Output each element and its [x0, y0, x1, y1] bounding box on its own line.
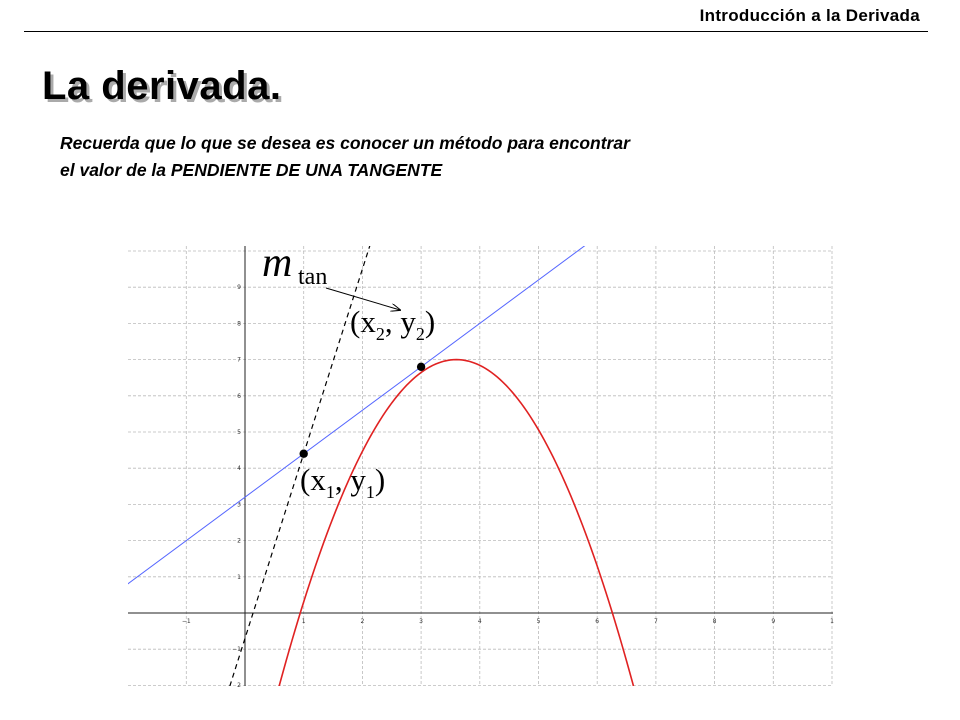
x-tick-label: 3 [419, 618, 424, 625]
point1-close: ) [374, 462, 386, 497]
tick-labels [182, 284, 834, 689]
x-tick-label: 4 [477, 618, 482, 625]
y-tick-label: 3 [237, 501, 241, 509]
x-tick-label: 8 [712, 618, 717, 625]
x-tick-label: 5 [536, 618, 541, 625]
m-tan-label: m [262, 240, 293, 286]
point2-mid: , y [384, 304, 416, 339]
point2-sub-y: 2 [415, 324, 425, 344]
x-tick-label: 2 [360, 618, 365, 625]
x-tick-label: 7 [653, 618, 658, 625]
y-tick-label: 6 [237, 392, 241, 400]
point2-label [350, 304, 435, 344]
point1-mid: , y [334, 462, 366, 497]
y-tick-label-partial: 2 [237, 682, 241, 689]
point1-sub-y: 1 [365, 482, 375, 502]
point2-sub-x: 2 [375, 324, 385, 344]
point1-open: (x [300, 462, 326, 497]
point1-sub-x: 1 [325, 482, 335, 502]
y-tick-label: 2 [237, 537, 241, 545]
y-tick-label: 7 [237, 356, 241, 364]
svg-text:(x2, y2) [350, 304, 435, 344]
x-tick-label: 1 [301, 618, 306, 625]
y-tick-label: 9 [237, 284, 241, 292]
course-title: Introducción a la Derivada [699, 6, 920, 25]
data-point [417, 363, 425, 371]
point2-close: ) [424, 304, 436, 339]
y-tick-label: −1 [232, 646, 241, 654]
m-tan-subscript: tan [298, 264, 328, 290]
subtitle-line-2: el valor de la PENDIENTE DE UNA TANGENTE [60, 160, 443, 180]
y-tick-label: 1 [237, 573, 241, 581]
y-tick-label: 8 [237, 320, 241, 328]
x-tick-label: 9 [771, 618, 776, 625]
slide-title: La derivada. [42, 64, 282, 108]
x-tick-label: 6 [595, 618, 600, 625]
point1-label [300, 462, 385, 502]
x-tick-label: 1 [830, 618, 834, 625]
x-tick-label: −1 [181, 618, 191, 625]
subtitle-line-1: Recuerda que lo que se desea es conocer un método para encontrar [60, 133, 630, 153]
data-point [300, 450, 308, 458]
svg-text:(x1, y1) [300, 462, 385, 502]
point2-open: (x [350, 304, 376, 339]
y-tick-label: 5 [237, 429, 241, 436]
y-tick-label: 4 [237, 465, 241, 473]
